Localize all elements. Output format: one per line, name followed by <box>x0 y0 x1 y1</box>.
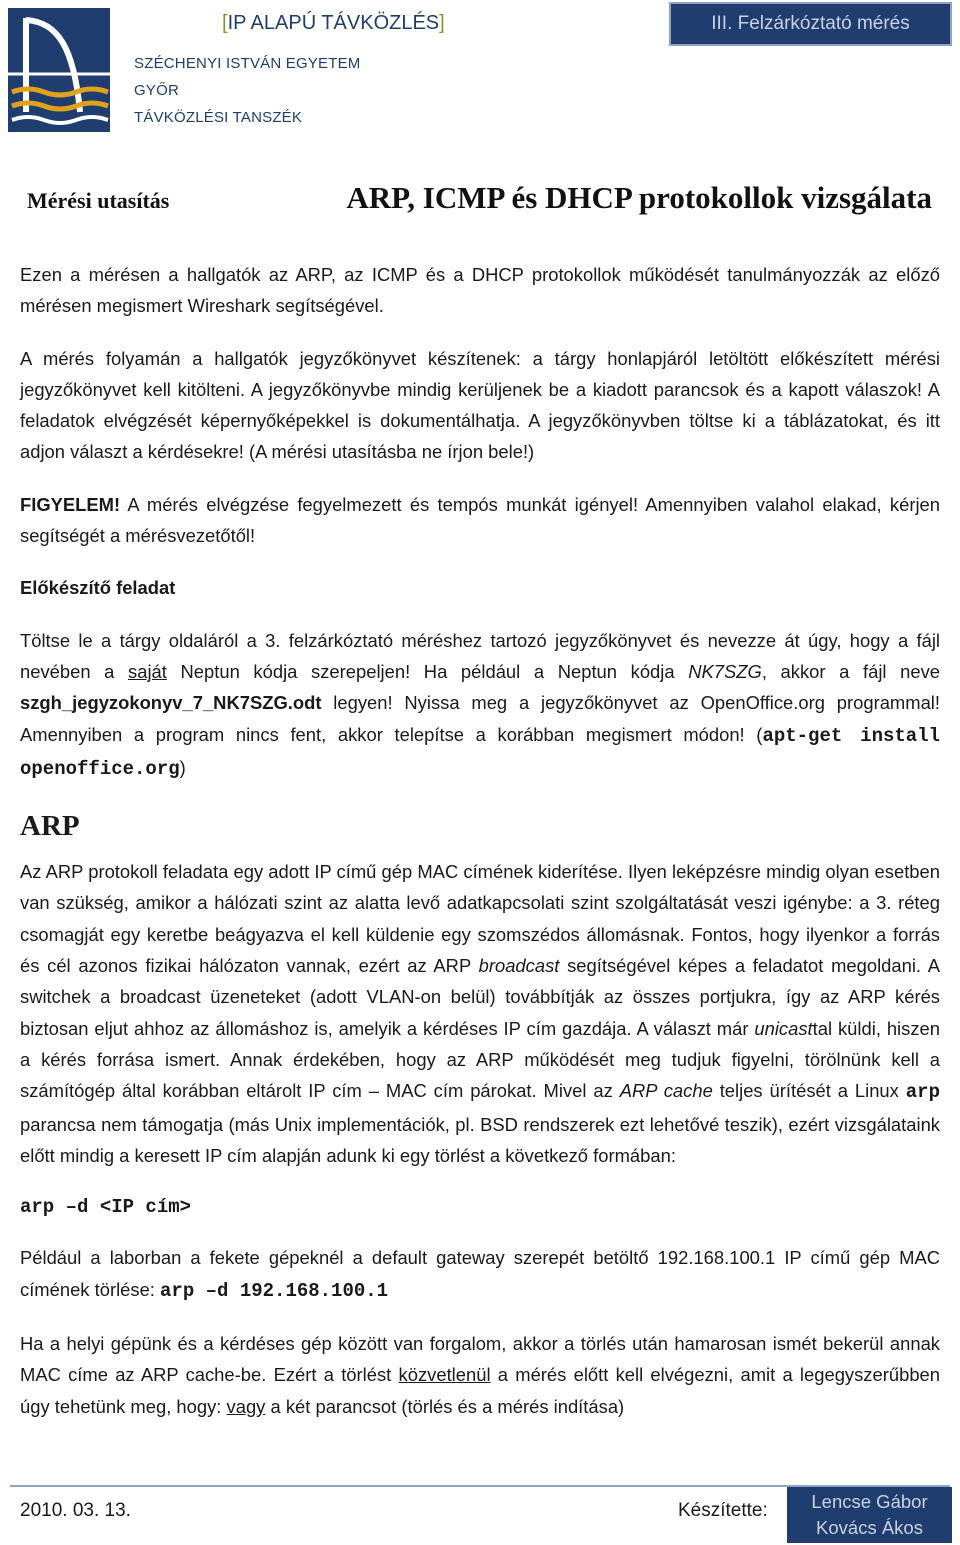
warning-paragraph: FIGYELEM! A mérés elvégzése fegyelmezett és tempós munkát igényel! Amennyiben valahol elakad, kérjen segítségét a mérésvezetőtől! <box>20 493 940 547</box>
course-title: [IP ALAPÚ TÁVKÖZLÉS] <box>222 12 445 34</box>
university-city: GYŐR <box>134 82 179 99</box>
footer-authors <box>787 1487 952 1543</box>
arp-cache-paragraph: Ha a helyi gépünk és a kérdéses gép között van forgalom, akkor a törlés után hamarosan ismét bekerül annak MAC címe az ARP cache-be. Ezért a törlést közvetlenül a mérés előtt kell elvégezni, amit a legegyszerűbben úgy tehetünk meg, hogy: vagy a két parancsot (törlés és a mérés indítása) <box>20 1333 940 1417</box>
warning-label: FIGYELEM! <box>20 493 121 515</box>
university-name: SZÉCHENYI ISTVÁN EGYETEM <box>134 55 361 72</box>
prep-paragraph: Töltse le a tárgy oldaláról a 3. felzárkóztató méréshez tartozó jegyzőkönyvet és nevezze át úgy, hogy a fájl nevében a saját Neptun kódja szerepeljen! Ha például a Neptun kódja NK7SZG, akkor a fájl neve szgh_jegyzokonyv_7_NK7SZG.odt legyen! Nyissa meg a jegyzőkönyvet az OpenOffice.org programmal! Amennyiben a program nincs fent, akkor telepítse a korábban megismert módon! (apt-get install openoffice.org) <box>20 629 940 780</box>
arp-heading: ARP <box>20 810 80 843</box>
prep-heading: Előkészítő feladat <box>20 577 176 599</box>
underline-sajat: saját <box>128 660 167 682</box>
university-logo <box>8 8 110 132</box>
author-2: Kovács Ákos <box>816 1517 923 1538</box>
arp-syntax: arp –d <IP cím> <box>20 1196 192 1219</box>
arp-paragraph: Az ARP protokoll feladata egy adott IP című gép MAC címének kiderítése. Ilyen leképzésre mindig olyan esetben van szükség, amikor a hálózati szint az alatta levő adatkapcsolati szint szolgáltatását veszi igénybe: a 3. réteg csomagját egy keretbe beágyazva el kell küldenie egy szomszédos állomásnak. Fontos, hogy ilyenkor a forrás és cél azonos fizikai hálózaton vannak, ezért az ARP broadcast segítségével képes a feladatot megoldani. A switchek a broadcast üzeneteket (adott VLAN-on belül) továbbítják az összes portjukra, így az ARP kérés biztosan eljut ahhoz az állomáshoz is, amelyik a kérdéses IP cím gazdája. A választ már unicasttal küldi, hiszen a kérés forrása ismert. Annak érdekében, hogy az ARP működését meg tudjuk figyelni, törölnünk kell a számítógép által korábban eltárolt IP cím – MAC cím párokat. Mivel az ARP cache teljes ürítését a Linux arp parancsa nem támogatja (más Unix implementációk, pl. BSD rendszerek ezt lehetővé teszik), ezért vizsgálataink előtt mindig a keresett IP cím alapján adunk ki egy törlést a következő formában: <box>20 861 940 1166</box>
author-1: Lencse Gábor <box>811 1491 928 1512</box>
measurement-badge: III. Felzárkóztató mérés <box>669 2 952 46</box>
document-title: ARP, ICMP és DHCP protokollok vizsgálata <box>346 180 932 215</box>
university-block <box>134 50 361 131</box>
document-type: Mérési utasítás <box>27 188 170 213</box>
footer-made-by: Készítette: <box>678 1500 768 1521</box>
intro-paragraph: Ezen a mérésen a hallgatók az ARP, az ICMP és a DHCP protokollok működését tanulmányozzák az előző mérésen megismert Wireshark segítségével. <box>20 264 940 317</box>
arp-example-paragraph: Például a laborban a fekete gépeknél a default gateway szerepét betöltő 192.168.100.1 IP című gép MAC címének törlése: arp –d 192.168.100.1 <box>20 1247 940 1302</box>
footer-date: 2010. 03. 13. <box>20 1500 131 1521</box>
neptun-code: NK7SZG <box>688 660 762 682</box>
install-command: apt-get install openoffice.org <box>20 724 940 780</box>
filename: szgh_jegyzokonyv_7_NK7SZG.odt <box>20 692 322 714</box>
document-body <box>20 259 940 1443</box>
protocol-note-paragraph: A mérés folyamán a hallgatók jegyzőkönyvet készítenek: a tárgy honlapjáról letöltött előkészített mérési jegyzőkönyvet kell kitölteni. A jegyzőkönyvbe mindig kerüljenek be a kiadott parancsok és a kapott válaszok! A feladatok elvégzését képernyőképekkel is dokumentálhatja. A jegyzőkönyvben töltse ki a táblázatokat, és itt adjon választ a kérdésekre! (A mérési utasításba ne írjon bele!) <box>20 347 940 463</box>
department-name: TÁVKÖZLÉSI TANSZÉK <box>134 109 303 126</box>
